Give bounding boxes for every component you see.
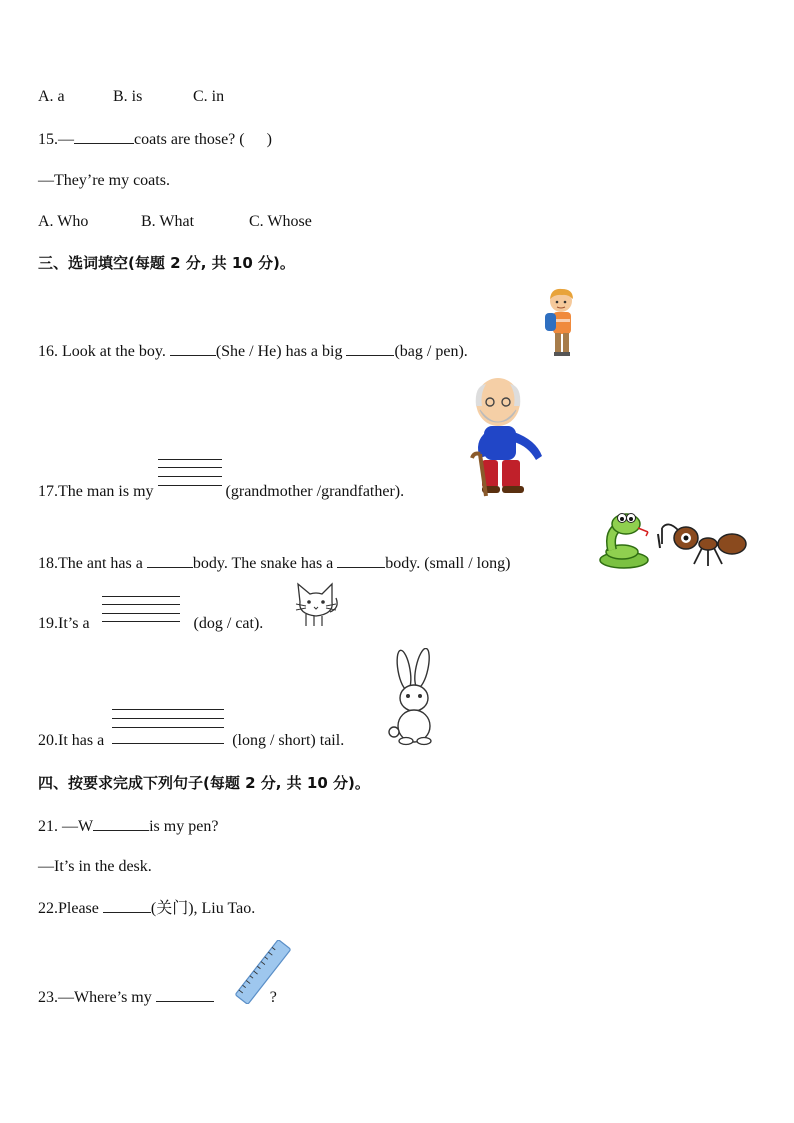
q14-option-b: B. is (113, 88, 143, 105)
q17-text-1: 17.The man is my (38, 483, 154, 500)
q15-options (38, 212, 312, 232)
q18-text-2: body. The snake has a (192, 555, 334, 572)
grandfather-icon (466, 376, 548, 498)
q18-blank-1[interactable] (147, 553, 193, 568)
q21-text-1: 21. —W (38, 818, 94, 835)
q15-question (38, 129, 272, 150)
q22-text-1: 22.Please (38, 900, 99, 917)
q18-blank-2[interactable] (337, 553, 385, 568)
cat-icon (292, 580, 340, 628)
q15-option-a: A. Who (38, 213, 89, 230)
q19-text-1: 19.It’s a (38, 615, 90, 632)
q21-text-2: is my pen? (149, 818, 219, 835)
q16-text-1: 16. Look at the boy. (38, 343, 166, 360)
q16-question (38, 341, 468, 362)
q23-blank[interactable] (156, 987, 214, 1002)
q22-blank[interactable] (103, 898, 151, 913)
q15-answer: —They’re my coats. (38, 172, 170, 189)
q19-text-2: (dog / cat). (193, 615, 264, 632)
section-4-title: 四、按要求完成下列句子(每题 2 分, 共 10 分)。 (38, 774, 370, 792)
q20-writing-lines[interactable] (112, 731, 224, 745)
q15-number: 15.— (38, 131, 74, 148)
boy-icon (543, 287, 581, 359)
q15-text: coats are those? ( (134, 131, 245, 148)
q19-writing-lines[interactable] (102, 614, 180, 628)
q17-writing-lines[interactable] (158, 482, 222, 496)
q22-text-2: (关门), Liu Tao. (150, 900, 256, 917)
q15-blank[interactable] (74, 129, 134, 144)
q15-close-paren: ) (266, 131, 272, 148)
snake-icon (594, 512, 650, 570)
q20-text-2: (long / short) tail. (232, 732, 345, 749)
q19-question (38, 614, 263, 634)
q16-text-2: (She / He) has a big (215, 343, 343, 360)
q14-options (38, 87, 224, 107)
q17-question (38, 482, 404, 502)
q20-text-1: 20.It has a (38, 732, 105, 749)
q21-question (38, 816, 218, 837)
q14-option-a: A. a (38, 88, 65, 105)
q21-answer: —It’s in the desk. (38, 858, 152, 875)
q14-option-c: C. in (193, 88, 225, 105)
q16-blank-1[interactable] (170, 341, 216, 356)
q18-question (38, 553, 510, 574)
section-3-title: 三、选词填空(每题 2 分, 共 10 分)。 (38, 254, 295, 272)
q16-text-3: (bag / pen). (394, 343, 468, 360)
q22-question (38, 898, 255, 919)
ruler-icon (232, 940, 294, 1004)
rabbit-icon (382, 648, 442, 746)
q23-text-1: 23.—Where’s my (38, 989, 152, 1006)
q20-question (38, 731, 344, 751)
q23-text-2: ? (269, 989, 277, 1006)
q16-blank-2[interactable] (346, 341, 394, 356)
q18-text-1: 18.The ant has a (38, 555, 143, 572)
q15-option-c: C. Whose (249, 213, 312, 230)
q17-text-2: (grandmother /grandfather). (225, 483, 405, 500)
ant-icon (656, 518, 748, 570)
q21-blank[interactable] (93, 816, 149, 831)
q18-text-3: body. (small / long) (385, 555, 511, 572)
q15-option-b: B. What (141, 213, 195, 230)
